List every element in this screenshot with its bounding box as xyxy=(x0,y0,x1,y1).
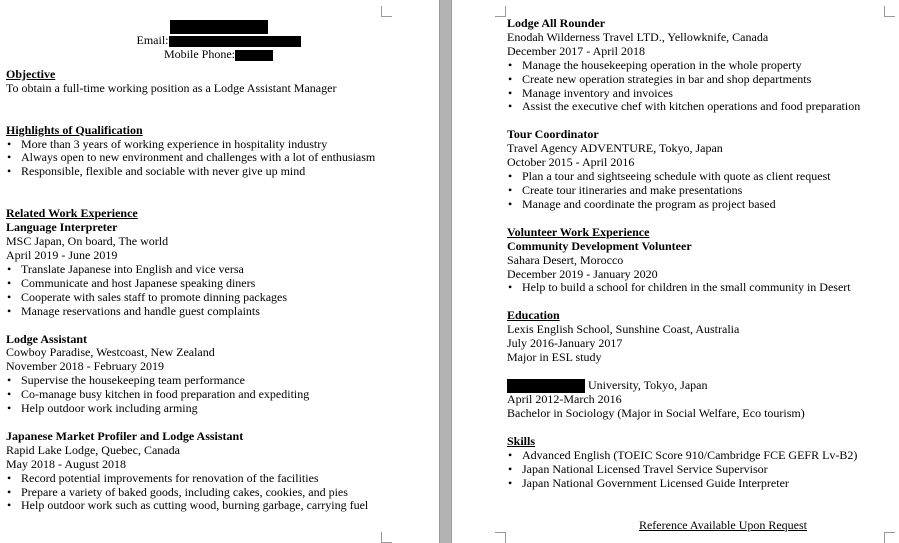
skills-list xyxy=(507,449,897,491)
list-item: • Help outdoor work such as cutting wood, burning garbage, carrying fuel xyxy=(6,499,431,513)
list-item: • Manage the housekeeping operation in the whole property xyxy=(507,59,897,73)
list-item: • Advanced English (TOEIC Score 910/Cambridge FCE GEFR Lv-B2) xyxy=(507,449,897,463)
education-dates: July 2016-January 2017 xyxy=(507,336,623,351)
volunteer-heading: Volunteer Work Experience xyxy=(507,224,650,239)
list-item: • Supervise the housekeeping team performance xyxy=(6,374,431,388)
job-title: Tour Coordinator xyxy=(507,127,599,142)
margin-corner-mark xyxy=(884,532,895,543)
list-item: • Prepare a variety of baked goods, including cakes, cookies, and pies xyxy=(6,486,431,500)
redacted-university-name xyxy=(507,379,585,393)
education-heading: Education xyxy=(507,308,560,323)
job-duties-list xyxy=(6,263,431,319)
education-major: Major in ESL study xyxy=(507,350,602,365)
highlights-list xyxy=(6,138,431,180)
list-item: • Communicate and host Japanese speaking diners xyxy=(6,277,431,291)
volunteer-dates: December 2019 - January 2020 xyxy=(507,266,658,281)
list-item: • Help outdoor work including arming xyxy=(6,402,431,416)
email-line xyxy=(6,34,431,48)
volunteer-list xyxy=(507,281,897,295)
list-item: • Always open to new environment and challenges with a lot of enthusiasm xyxy=(6,151,431,165)
phone-label: Mobile Phone: xyxy=(164,46,235,61)
page-gutter xyxy=(439,0,452,543)
redacted-name xyxy=(170,20,268,34)
margin-corner-mark xyxy=(884,6,895,17)
job-duties-list xyxy=(507,59,897,115)
job-place: MSC Japan, On board, The world xyxy=(6,234,169,249)
list-item: • Assist the executive chef with kitchen operations and food preparation xyxy=(507,100,897,114)
education-school xyxy=(507,379,897,393)
objective-text: To obtain a full-time working position as a Lodge Assistant Manager xyxy=(6,80,337,95)
list-item: • Plan a tour and sightseeing schedule with quote as client request xyxy=(507,170,897,184)
list-item: • Create new operation strategies in bar and shop departments xyxy=(507,73,897,87)
education-dates: April 2012-March 2016 xyxy=(507,392,622,407)
university-location: University, Tokyo, Japan xyxy=(588,377,708,392)
highlights-heading: Highlights of Qualification xyxy=(6,122,143,137)
education-school: Lexis English School, Sunshine Coast, Australia xyxy=(507,322,740,337)
phone-line xyxy=(6,48,431,62)
margin-corner-mark xyxy=(381,532,392,543)
job-title: Lodge Assistant xyxy=(6,331,88,346)
list-item: • Translate Japanese into English and vice versa xyxy=(6,263,431,277)
objective-heading: Objective xyxy=(6,66,56,81)
list-item: • Co-manage busy kitchen in food preparation and expediting xyxy=(6,388,431,402)
job-place: Rapid Lake Lodge, Quebec, Canada xyxy=(6,442,180,457)
job-title: Language Interpreter xyxy=(6,220,118,235)
list-item: • More than 3 years of working experience in hospitality industry xyxy=(6,138,431,152)
list-item: • Record potential improvements for renovation of the facilities xyxy=(6,472,431,486)
list-item: • Help to build a school for children in the small community in Desert xyxy=(507,281,897,295)
list-item: • Manage reservations and handle guest complaints xyxy=(6,305,431,319)
list-item: • Responsible, flexible and sociable with never give up mind xyxy=(6,165,431,179)
page-right xyxy=(452,0,899,543)
list-item: • Create tour itineraries and make presentations xyxy=(507,184,897,198)
margin-corner-mark xyxy=(495,532,506,543)
list-item: • Manage and coordinate the program as project based xyxy=(507,198,897,212)
page-left xyxy=(0,0,439,543)
email-label: Email: xyxy=(136,33,169,47)
job-place: Cowboy Paradise, Westcoast, New Zealand xyxy=(6,345,215,360)
job-duties-list xyxy=(6,374,431,416)
job-duties-list xyxy=(507,170,897,212)
list-item: • Manage inventory and invoices xyxy=(507,87,897,101)
related-experience-heading: Related Work Experience xyxy=(6,206,138,221)
list-item: • Japan National Government Licensed Guide Interpreter xyxy=(507,477,897,491)
skills-heading: Skills xyxy=(507,434,536,448)
redacted-email xyxy=(169,36,301,47)
education-degree: Bachelor in Sociology (Major in Social Welfare, Eco tourism) xyxy=(507,406,805,421)
reference-note: Reference Available Upon Request xyxy=(638,517,808,532)
margin-corner-mark xyxy=(381,6,392,17)
volunteer-role: Community Development Volunteer xyxy=(507,238,692,253)
job-title: Japanese Market Profiler and Lodge Assistant xyxy=(6,428,244,443)
job-dates: November 2018 - February 2019 xyxy=(6,359,164,374)
margin-corner-mark xyxy=(495,6,506,17)
job-dates: April 2019 - June 2019 xyxy=(6,247,118,262)
list-item: • Japan National Licensed Travel Service Supervisor xyxy=(507,463,897,477)
job-duties-list xyxy=(6,472,431,514)
resume-left-column xyxy=(6,20,431,513)
job-place: Travel Agency ADVENTURE, Tokyo, Japan xyxy=(507,141,723,156)
redacted-phone xyxy=(235,50,273,61)
name-header xyxy=(6,20,431,34)
resume-right-column xyxy=(507,17,897,533)
job-title: Lodge All Rounder xyxy=(507,16,606,30)
job-dates: December 2017 - April 2018 xyxy=(507,43,645,58)
job-place: Enodah Wilderness Travel LTD., Yellowknife, Canada xyxy=(507,29,769,44)
job-dates: May 2018 - August 2018 xyxy=(6,456,126,471)
list-item: • Cooperate with sales staff to promote dinning packages xyxy=(6,291,431,305)
volunteer-place: Sahara Desert, Morocco xyxy=(507,252,624,267)
job-dates: October 2015 - April 2016 xyxy=(507,155,635,170)
